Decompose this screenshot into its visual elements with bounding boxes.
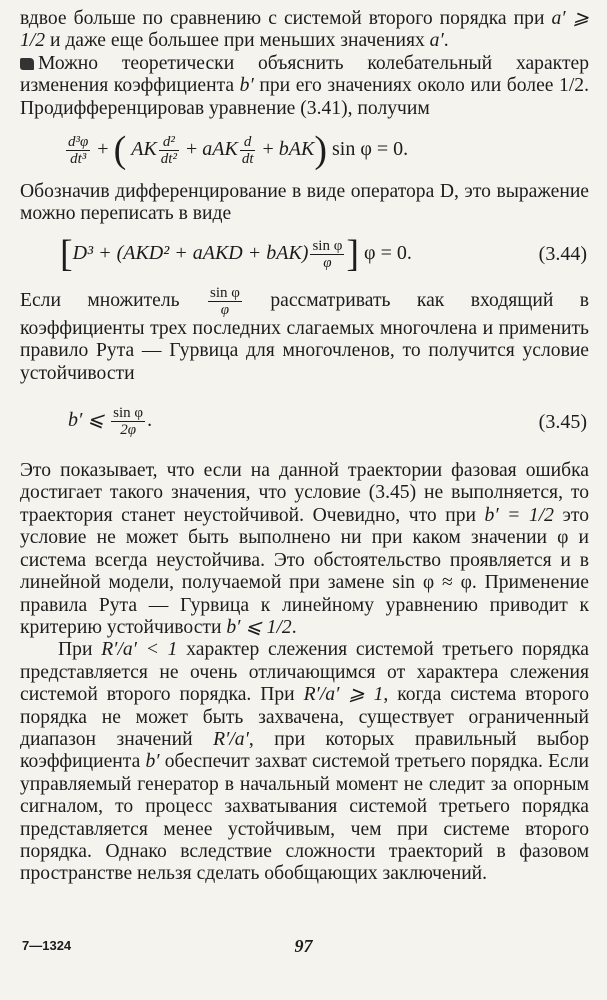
equation-3-45: b′ ⩽ $\frac{\text{sin φ}}{2\varphi}$ . (3.45) [68, 405, 587, 439]
ink-blot-mark [20, 58, 34, 70]
text: и даже еще большее при меньших значениях [45, 30, 430, 52]
fraction: $\frac{\text{sin φ}}{\varphi}$ [312, 237, 343, 271]
text: при его значениях около или более 1/2. Продифференцировав уравнение (3.41), получим [20, 75, 589, 119]
math-inline: a′ ⩾ 1/2 [20, 8, 590, 52]
equation-number: (3.44) [538, 243, 587, 266]
text: вдвое больше по сравнению с системой второго порядка при [20, 8, 552, 29]
paragraph-3: Обозначив дифференцирование в виде оператора D, это выражение можно переписать в виде [20, 181, 589, 225]
math-inline: b′ [239, 75, 254, 97]
fraction: $\frac{d}{dt}$ [241, 134, 254, 168]
text: . [443, 30, 449, 52]
text: Можно теоретически объяснить колебательный характер изменения коэффициента [20, 52, 589, 97]
equation-number: (3.45) [538, 410, 587, 433]
page-footer [0, 936, 607, 960]
page-number: 97 [294, 936, 313, 956]
paragraph-1 [20, 8, 589, 53]
math-inline: a′ [429, 30, 444, 52]
fraction: $\frac{\text{d³φ}}{\text{dt³}}$ [68, 134, 89, 168]
paragraph-2 [20, 53, 589, 120]
equation-1: $\frac{\text{d³φ}}{\text{dt³}}$ + ( AK $\frac{\text{d²}}{\text{dt²}}$ + aAK $\frac{d}{dt}$ + bAK) sin φ = 0. [68, 129, 409, 172]
fraction: $\frac{\text{sin φ}}{\varphi}$ [209, 284, 240, 318]
paragraph-4: Если множитель $\frac{\text{sin φ}}{\varphi}$ рассматривать как входящий в коэффициенты трех последних слагаемых многочлена и применить правило Рута — Гурвица для многочленов, то получится условие устойчивости [20, 284, 589, 384]
equation-3-44: [D³ + (AKD² + aAKD + bAK) $\frac{\text{sin φ}}{\varphi}$ ] φ = 0. (3.44) [60, 232, 587, 275]
paragraph-6: При R′/a′ < 1 характер слежения системой третьего порядка представляется не очень отличающимся от характера слежения системой второго порядка. При R′/a′ ⩾ 1, когда система второго порядка не может быть захвачена, существует ограниченный диапазон значений R′/a′, при которых правильный выбор коэффициента b′ обеспечит захват системой третьего порядка. Если управляемый генератор в начальный момент не следит за опорным сигналом, то процесс захватывания системой третьего порядка представляется менее устойчивым, чем при системе второго порядка. Однако вследствие сложности траекторий в фазовом пространстве нельзя сделать обобщающих заключений. [20, 639, 590, 885]
fraction: $\frac{\text{d²}}{\text{dt²}}$ [160, 134, 177, 168]
printer-signature: 7—1324 [22, 938, 72, 953]
fraction: $\frac{\text{sin φ}}{2\varphi}$ [113, 405, 144, 439]
paragraph-5: Это показывает, что если на данной траектории фазовая ошибка достигает такого значения, что условие (3.45) не выполняется, то траектория станет неустойчивой. Очевидно, что при b′ = 1/2 это условие не может быть выполнено ни при каком значении φ и система всегда неустойчива. Это обстоятельство проявляется и в линейной модели, получаемой при замене sin φ ≈ φ. Применение правила Рута — Гурвица к линейному уравнению приводит к критерию устойчивости b′ ⩽ 1/2. [20, 460, 589, 638]
